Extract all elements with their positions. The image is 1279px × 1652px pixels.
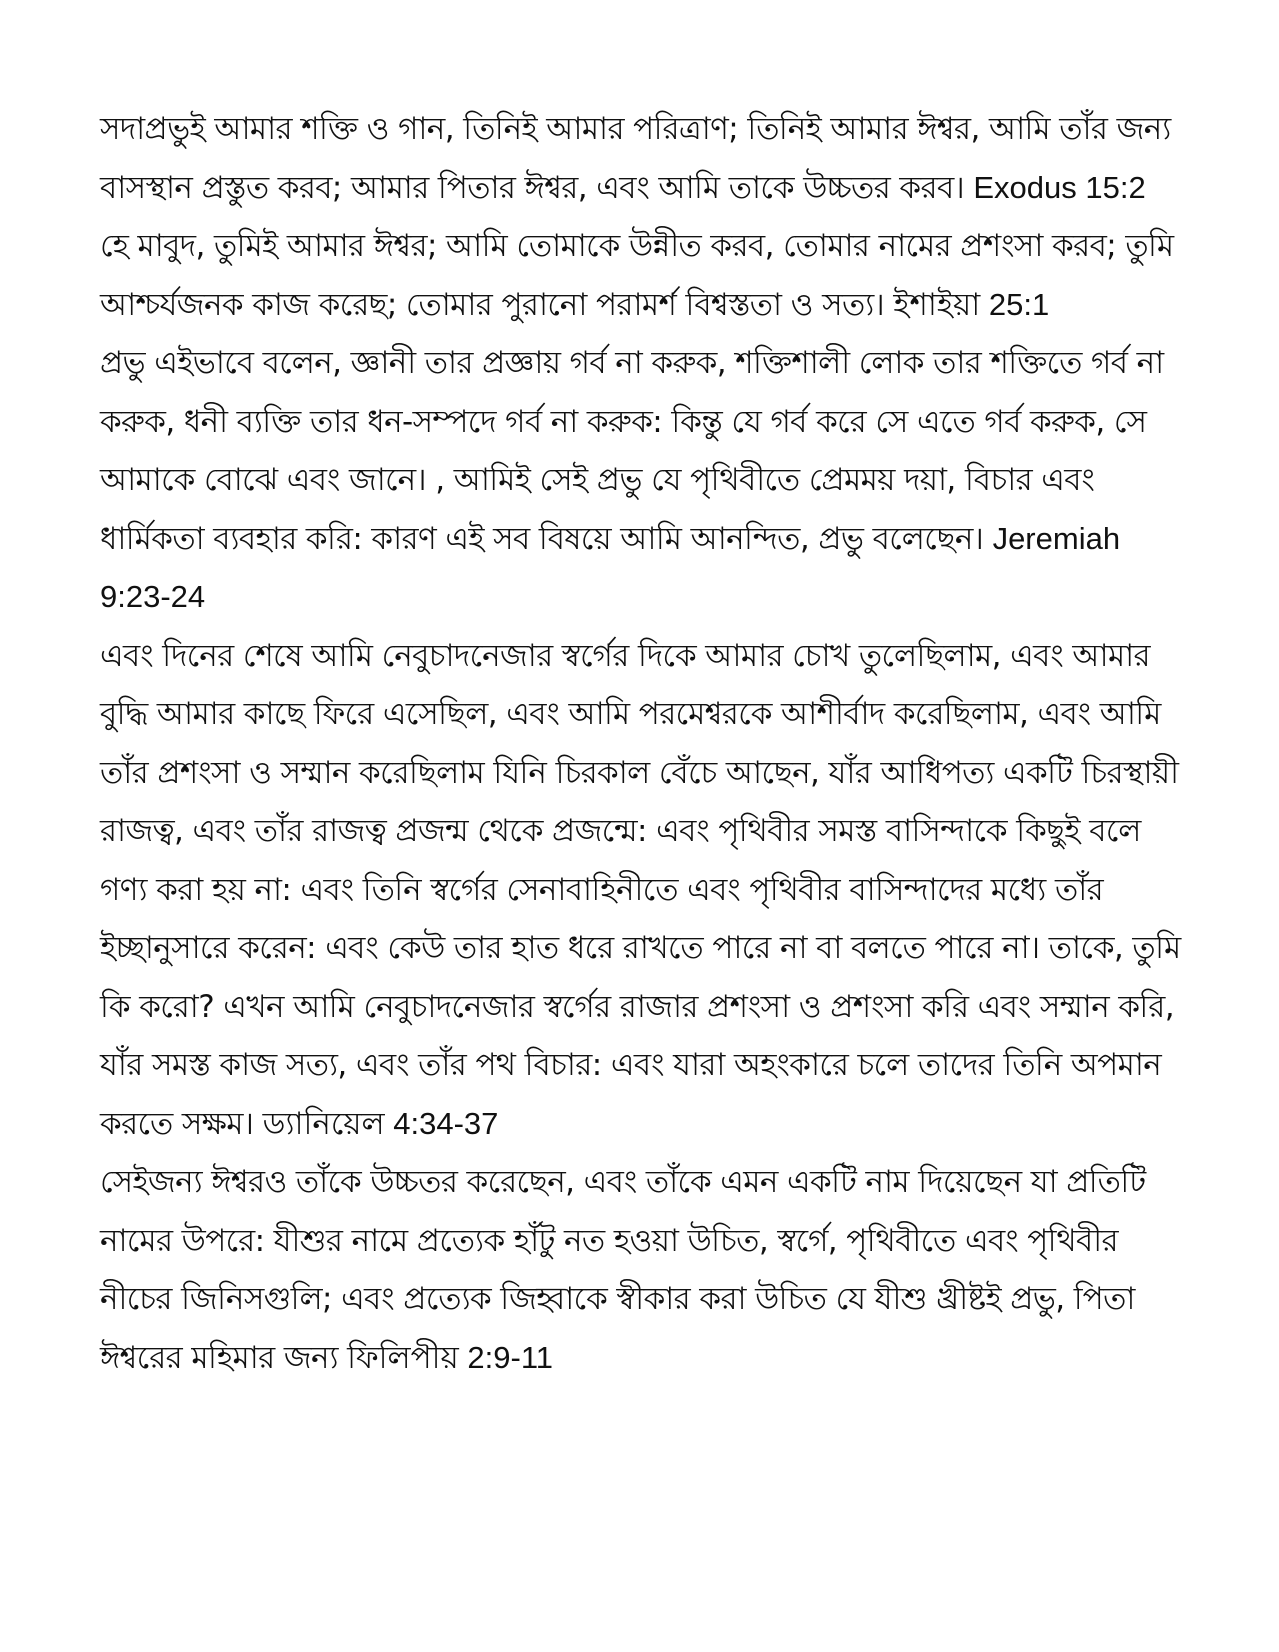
verse-daniel <box>100 627 1190 1154</box>
verse-text: হে মাবুদ, তুমিই আমার ঈশ্বর; আমি তোমাকে উন্নীত করব, তোমার নামের প্রশংসা করব; তুমি আশ্চর্যজনক কাজ করেছ; তোমার পুরানো পরামর্শ বিশ্বস্ততা ও সত্য। <box>100 228 1174 323</box>
verse-exodus <box>100 100 1190 217</box>
verse-text: এবং দিনের শেষে আমি নেবুচাদনেজার স্বর্গের দিকে আমার চোখ তুলেছিলাম, এবং আমার বুদ্ধি আমার কাছে ফিরে এসেছিল, এবং আমি পরমেশ্বরকে আশীর্বাদ করেছিলাম, এবং আমি তাঁর প্রশংসা ও সম্মান করেছিলাম যিনি চিরকাল বেঁচে আছেন, যাঁর আধিপত্য একটি চিরস্থায়ী রাজত্ব, এবং তাঁর রাজত্ব প্রজন্ম থেকে প্রজন্মে: এবং পৃথিবীর সমস্ত বাসিন্দাকে কিছুই বলে গণ্য করা হয় না: এবং তিনি স্বর্গের সেনাবাহিনীতে এবং পৃথিবীর বাসিন্দাদের মধ্যে তাঁর ইচ্ছানুসারে করেন: এবং কেউ তার হাত ধরে রাখতে পারে না বা বলতে পারে না। তাকে, তুমি কি করো? এখন আমি নেবুচাদনেজার স্বর্গের রাজার প্রশংসা ও প্রশংসা করি এবং সম্মান করি, যাঁর সমস্ত কাজ সত্য, এবং তাঁর পথ বিচার: এবং যারা অহংকারে চলে তাদের তিনি অপমান করতে সক্ষম। <box>100 637 1181 1142</box>
verse-reference: ড্যানিয়েল 4:34-37 <box>262 1105 499 1141</box>
verse-reference: ইশাইয়া 25:1 <box>893 286 1050 322</box>
verse-philippians <box>100 1153 1190 1387</box>
verse-text: সেইজন্য ঈশ্বরও তাঁকে উচ্চতর করেছেন, এবং তাঁকে এমন একটি নাম দিয়েছেন যা প্রতিটি নামের উপরে: যীশুর নামে প্রত্যেক হাঁটু নত হওয়া উচিত, স্বর্গে, পৃথিবীতে এবং পৃথিবীর নীচের জিনিসগুলি; এবং প্রত্যেক জিহ্বাকে স্বীকার করা উচিত যে যীশু খ্রীষ্টই প্রভু, পিতা ঈশ্বরের মহিমার জন্য <box>100 1164 1146 1376</box>
verse-text: সদাপ্রভুই আমার শক্তি ও গান, তিনিই আমার পরিত্রাণ; তিনিই আমার ঈশ্বর, আমি তাঁর জন্য বাসস্থান প্রস্তুত করব; আমার পিতার ঈশ্বর, এবং আমি তাকে উচ্চতর করব। <box>100 111 1171 206</box>
verse-reference: ফিলিপীয় 2:9-11 <box>347 1339 554 1375</box>
verse-list <box>100 100 1190 1387</box>
verse-reference: Jeremiah 9:23-24 <box>100 520 1121 614</box>
verse-jeremiah <box>100 334 1190 627</box>
verse-isaiah <box>100 217 1190 334</box>
verse-reference: Exodus 15:2 <box>973 169 1146 205</box>
verse-text: প্রভু এইভাবে বলেন, জ্ঞানী তার প্রজ্ঞায় গর্ব না করুক, শক্তিশালী লোক তার শক্তিতে গর্ব না করুক, ধনী ব্যক্তি তার ধন-সম্পদে গর্ব না করুক: কিন্তু যে গর্ব করে সে এতে গর্ব করুক, সে আমাকে বোঝে এবং জানে। , আমিই সেই প্রভু যে পৃথিবীতে প্রেমময় দয়া, বিচার এবং ধার্মিকতা ব্যবহার করি: কারণ এই সব বিষয়ে আমি আনন্দিত, প্রভু বলেছেন। <box>100 345 1164 557</box>
